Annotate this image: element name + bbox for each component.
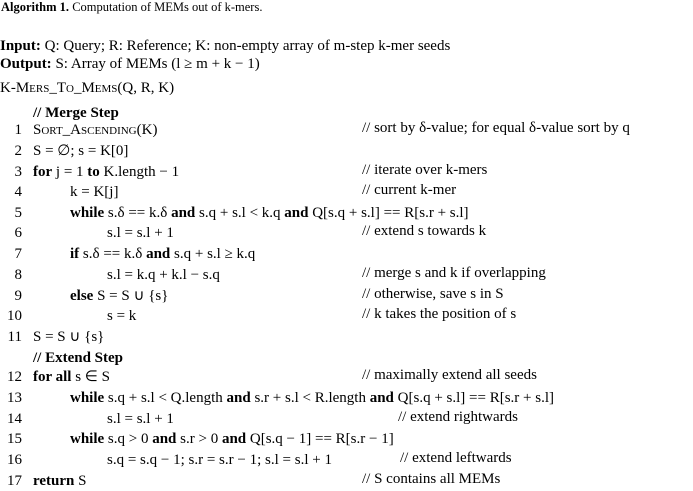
input-line [0, 36, 450, 56]
code-comment: // extend leftwards [400, 450, 512, 466]
code-line: S = ∅; s = K[0] [33, 143, 129, 159]
line-number: 4 [14, 184, 22, 200]
code-comment: // S contains all MEMs [362, 471, 501, 487]
line-number: 9 [14, 288, 22, 304]
code-line: for j = 1 to K.length − 1 [33, 164, 180, 180]
code-line: for all s ∈ S [33, 369, 110, 385]
code-line: while s.δ == k.δ and s.q + s.l < k.q and Q[s.q + s.l] == R[s.r + s.l] [70, 205, 469, 221]
code-line: Sort_Ascending(K) [33, 122, 158, 138]
code-line: s.l = s.l + 1 [107, 225, 174, 241]
caption-label: Algorithm 1. [1, 0, 70, 14]
code-line: s.l = k.q + k.l − s.q [107, 267, 220, 283]
code-line: s.l = s.l + 1 [107, 411, 174, 427]
output-text: S: Array of MEMs (l ≥ m + k − 1) [55, 56, 260, 72]
line-number: 12 [7, 369, 22, 385]
line-number: 5 [14, 205, 22, 221]
line-number: 15 [7, 431, 22, 447]
line-number: 8 [14, 267, 22, 283]
output-line [0, 54, 260, 74]
input-keyword: Input: [0, 38, 41, 54]
line-number: 3 [14, 164, 22, 180]
line-number: 11 [7, 329, 22, 345]
procedure-name: K-Mers_To_Mems(Q, R, K) [0, 80, 175, 96]
line-number: 1 [14, 122, 22, 138]
code-comment: // iterate over k-mers [362, 162, 488, 178]
line-number: 10 [7, 308, 22, 324]
code-line: s = k [107, 308, 137, 324]
code-line: else S = S ∪ {s} [70, 288, 169, 304]
line-number: 6 [14, 225, 22, 241]
extend-step-heading: // Extend Step [33, 350, 124, 366]
line-number: 2 [14, 143, 22, 159]
line-number: 16 [7, 452, 22, 468]
code-comment: // k takes the position of s [362, 306, 517, 322]
code-comment: // otherwise, save s in S [362, 286, 504, 302]
code-line: if s.δ == k.δ and s.q + s.l ≥ k.q [70, 246, 256, 262]
line-number: 13 [7, 390, 22, 406]
code-line: s.q = s.q − 1; s.r = s.r − 1; s.l = s.l + 1 [107, 452, 332, 468]
line-number: 14 [7, 411, 22, 427]
code-comment: // sort by δ-value; for equal δ-value sort by q [362, 120, 630, 136]
code-comment: // extend s towards k [362, 223, 487, 239]
code-line: return S [33, 473, 87, 489]
code-comment: // maximally extend all seeds [362, 367, 537, 383]
merge-step-heading: // Merge Step [33, 105, 119, 121]
code-comment: // extend rightwards [398, 409, 518, 425]
line-number: 17 [7, 473, 22, 489]
code-comment: // current k-mer [362, 182, 457, 198]
caption-text: Computation of MEMs out of k-mers. [72, 0, 263, 14]
code-line: while s.q > 0 and s.r > 0 and Q[s.q − 1] == R[s.r − 1] [70, 431, 394, 447]
line-number: 7 [14, 246, 22, 262]
output-keyword: Output: [0, 56, 52, 72]
code-comment: // merge s and k if overlapping [362, 265, 546, 281]
algorithm-caption [1, 0, 262, 15]
code-line: S = S ∪ {s} [33, 329, 105, 345]
input-text: Q: Query; R: Reference; K: non-empty array of m-step k-mer seeds [44, 38, 451, 54]
code-line: while s.q + s.l < Q.length and s.r + s.l < R.length and Q[s.q + s.l] == R[s.r + s.l] [70, 390, 554, 406]
code-line: k = K[j] [70, 184, 119, 200]
